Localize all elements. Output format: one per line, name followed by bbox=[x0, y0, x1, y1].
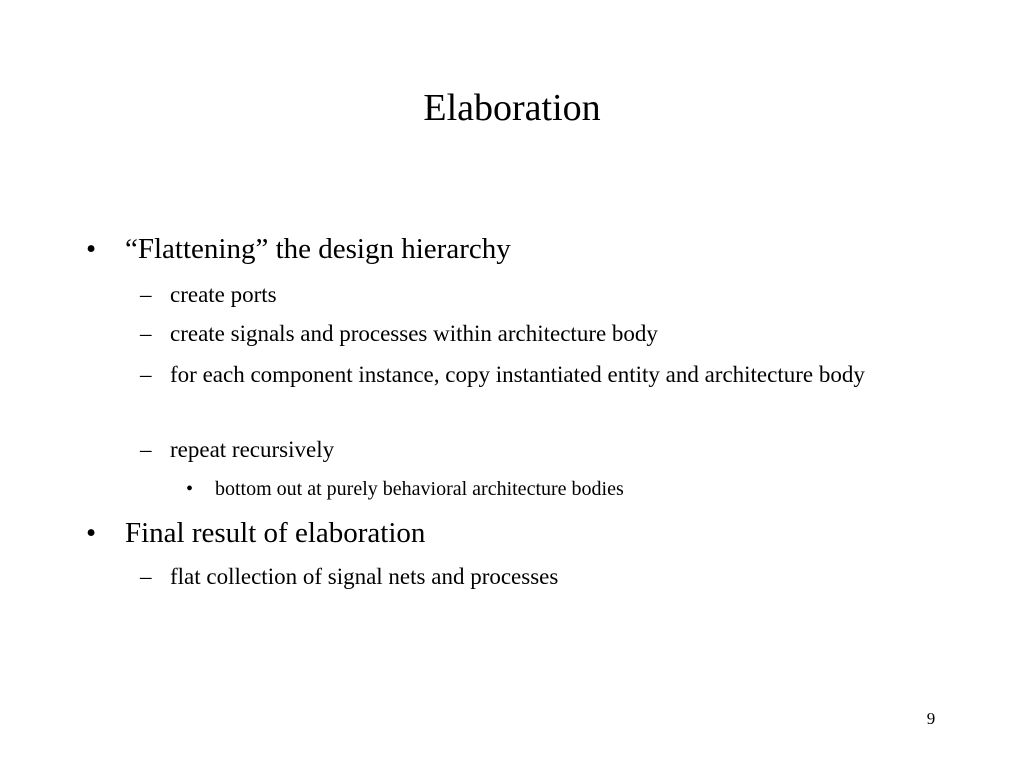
dash-icon: – bbox=[140, 282, 152, 307]
bullet-dot-icon: • bbox=[186, 478, 194, 500]
bullet-text: flat collection of signal nets and processes bbox=[170, 564, 559, 589]
page-number: 9 bbox=[926, 709, 936, 728]
bullet-text: “Flattening” the design hierarchy bbox=[125, 233, 511, 265]
dash-icon: – bbox=[140, 564, 152, 589]
bullet-level-2 bbox=[140, 361, 870, 389]
dash-icon: – bbox=[140, 321, 152, 346]
dash-icon: – bbox=[140, 362, 152, 387]
bullet-level-1 bbox=[86, 516, 925, 550]
bullet-text: bottom out at purely behavioral architecture bodies bbox=[215, 478, 624, 500]
bullet-level-2 bbox=[140, 281, 870, 309]
bullet-level-2 bbox=[140, 436, 870, 464]
slide-title: Elaboration bbox=[423, 87, 601, 129]
bullet-text: repeat recursively bbox=[170, 437, 335, 462]
bullet-text: create ports bbox=[170, 282, 277, 307]
bullet-text: for each component instance, copy instantiated entity and architecture body bbox=[170, 362, 865, 387]
bullet-text: Final result of elaboration bbox=[125, 517, 426, 549]
dash-icon: – bbox=[140, 437, 152, 462]
bullet-dot-icon: • bbox=[86, 233, 97, 265]
bullet-level-3 bbox=[186, 477, 915, 501]
bullet-text: create signals and processes within architecture body bbox=[170, 321, 658, 346]
bullet-level-2 bbox=[140, 320, 870, 348]
bullet-level-1 bbox=[86, 232, 925, 266]
bullet-dot-icon: • bbox=[86, 517, 97, 549]
bullet-level-2 bbox=[140, 563, 870, 591]
